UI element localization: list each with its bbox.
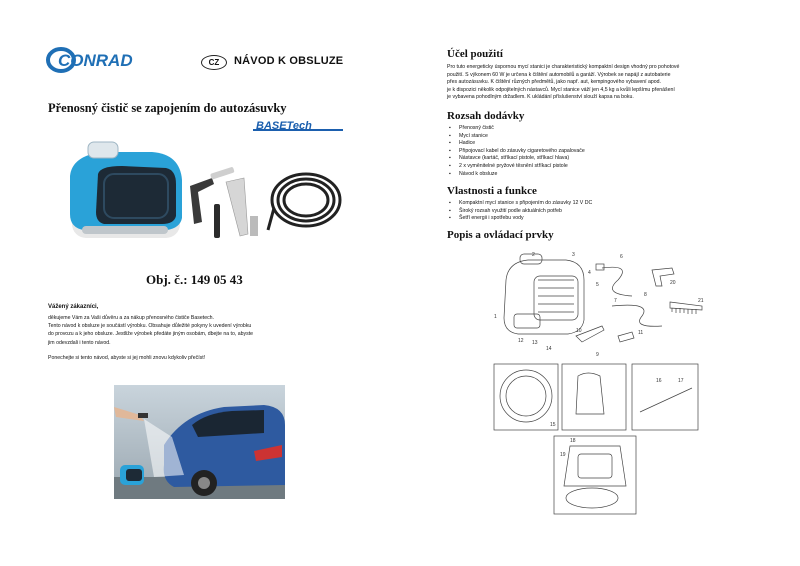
spray-gun — [190, 167, 235, 238]
purpose-section — [447, 48, 752, 102]
diagram-label: 2 — [532, 252, 535, 258]
features-heading: Vlastnosti a funkce — [447, 185, 537, 197]
delivery-item: ▪ Nástavce (kartáč, stříkací pistole, stříkací hlava) — [459, 155, 752, 163]
controls-heading: Popis a ovládací prvky — [447, 229, 554, 241]
diagram-label: 13 — [532, 340, 538, 346]
diagram-label: 7 — [614, 298, 617, 304]
language-badge: CZ — [201, 55, 227, 70]
brush — [226, 178, 258, 236]
purpose-line: je k dispozici několik odpojitelných nástavců. Mycí stanice váží jen 4,5 kg a kvůli lepšímu přenášení — [447, 86, 675, 93]
keep-note: Ponechejte si tento návod, abyste si jej mohli znovu kdykoliv přečíst! — [48, 355, 206, 361]
diagram-label: 10 — [576, 328, 582, 334]
order-number: Obj. č.: 149 05 43 — [146, 272, 243, 287]
diagram-label: 14 — [546, 346, 552, 352]
purpose-line: použití. S výkonem 60 W je určena k čištění automobilů a garáží. Výrobek se napájí z autobaterie — [447, 71, 671, 78]
diagram-label: 16 — [656, 378, 662, 384]
intro-line: děkujeme Vám za Vaši důvěru a za nákup přenosného čističe Basetech. — [48, 315, 214, 321]
purpose-line: přes autozásuvku. K čištění různých předmětů, jako např. aut, kempingového vybavení apod. — [447, 79, 661, 86]
delivery-item: ▪ Návod k obsluze — [459, 171, 752, 179]
diagram-label: 21 — [698, 298, 704, 304]
features-section — [447, 185, 752, 223]
delivery-item: ▪ Hadice — [459, 140, 752, 148]
delivery-item: ▪ Mycí stanice — [459, 133, 752, 141]
basetech-logo — [253, 119, 343, 133]
diagram-label: 17 — [678, 378, 684, 384]
controls-section — [447, 229, 752, 241]
delivery-item: ▪ Přenosný čistič — [459, 125, 752, 133]
delivery-item: ▪ 2 x vyměnitelné pryžové těsnění stříkací pistole — [459, 163, 752, 171]
diagram-label: 20 — [670, 280, 676, 286]
product-image — [62, 138, 347, 246]
intro-line: Tento návod k obsluze je součástí výrobku. Obsahuje důležité pokyny k uvedení výrobku — [48, 323, 252, 330]
diagram-label: 18 — [570, 438, 576, 444]
manual-title: NÁVOD K OBSLUZE — [234, 55, 344, 67]
feature-item: ▪ Široký rozsah využití podle aktuálních potřeb — [459, 208, 752, 216]
svg-text:CONRAD: CONRAD — [58, 51, 133, 70]
diagram-label: 11 — [638, 330, 644, 336]
conrad-logo — [45, 44, 153, 74]
intro-line: jim odevzdali i tento návod. — [48, 339, 111, 346]
diagram-label: 5 — [596, 282, 599, 288]
diagram-label: 6 — [620, 254, 623, 260]
diagram-label: 1 — [494, 314, 497, 320]
intro-text — [48, 314, 318, 347]
purpose-heading: Účel použití — [447, 48, 503, 60]
diagram-label: 12 — [518, 338, 524, 344]
hose-coil — [268, 174, 340, 230]
diagram-label: 15 — [550, 422, 556, 428]
washer-unit — [70, 142, 182, 238]
feature-item: ▪ Šetří energii i spotřebu vody — [459, 215, 752, 223]
product-title: Přenosný čistič se zapojením do autozásuvky — [48, 101, 287, 115]
delivery-item: ▪ Připojovací kabel do zásuvky cigaretového zapalovače — [459, 148, 752, 156]
greeting: Vážený zákazníci, — [48, 304, 99, 310]
car-washing-photo — [114, 385, 285, 499]
delivery-heading: Rozsah dodávky — [447, 110, 525, 122]
svg-text:BASETech: BASETech — [256, 120, 312, 132]
diagram-label: 4 — [588, 270, 591, 276]
parts-diagram — [492, 246, 710, 518]
diagram-label: 19 — [560, 452, 566, 458]
purpose-line: je vybavena pohodlným držadlem. K ukládání příslušenství slouží kapsa na boku. — [447, 94, 634, 101]
diagram-label: 9 — [596, 352, 599, 358]
diagram-label: 3 — [572, 252, 575, 258]
delivery-section — [447, 110, 752, 178]
intro-line: do provozu a k jeho obsluze. Jestliže výrobek předáte jiným osobám, dbejte na to, abyste — [48, 331, 254, 338]
purpose-line: Pro tuto energeticky úspornou mycí stanici je charakteristický kompaktní design vhodný pro pohotové — [447, 64, 680, 70]
diagram-label: 8 — [644, 292, 647, 298]
feature-item: ▪ Kompaktní mycí stanice s připojením do zásuvky 12 V DC — [459, 200, 752, 208]
